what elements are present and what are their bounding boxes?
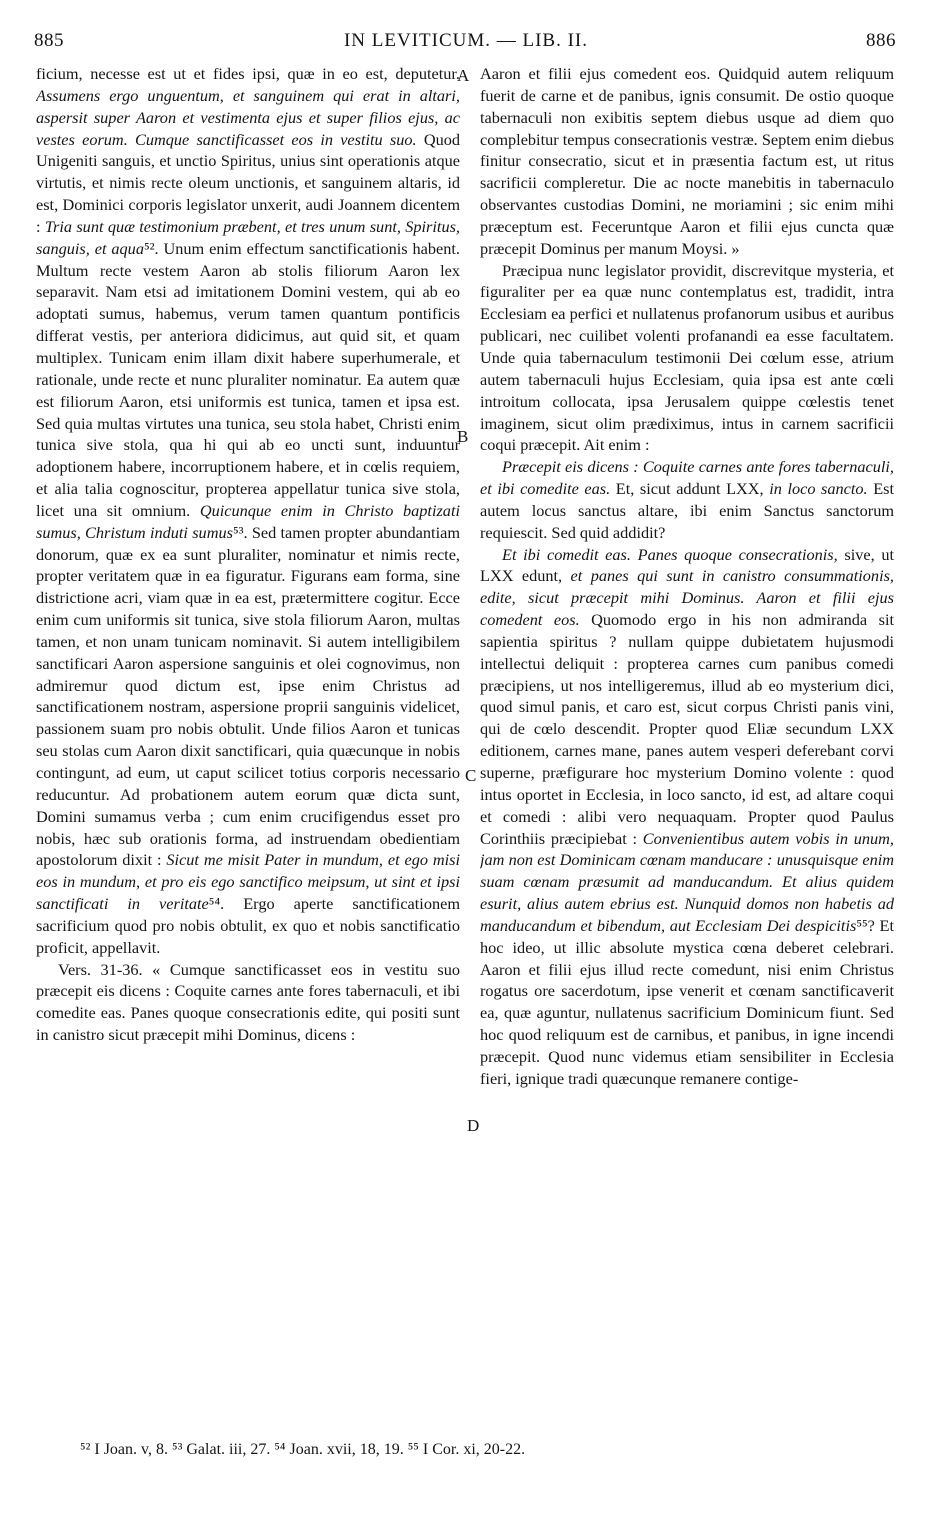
text-run: Et, sicut addunt LXX, xyxy=(610,479,770,499)
paragraph xyxy=(480,63,894,260)
left-text-column xyxy=(36,63,460,1435)
text-run: Vers. 31-36. « Cumque sanctificasset eos in vestitu suo præcepit eis dicens : Coquite carnes ante fores tabernaculi, et ibi comedite eas. Panes quoque consecrationis edite, qui positi sunt in canistro sicut præcepit mihi Dominus, dicens : xyxy=(36,959,460,1045)
italic-quotation: Convenientibus autem vobis in unum, jam non est Dominicam cœnam manducare : unusquisque enim suam cœnam præsumit ad manducandum. Et alius quidem esurit, alius autem ebrius est. Nunquid domos non habetis ad manducandum et bibendum, aut Ecclesiam Dei despicitis xyxy=(480,828,894,935)
text-run: ⁵⁴. Ergo aperte sanctificationem sacrificium quod pro nobis obtulit, ex quo et nobis sanctificatio proficit, appellavit. xyxy=(36,894,460,957)
italic-quotation: et panes qui sunt in canistro consummationis, edite, sicut præcepit mihi Dominus. Aaron et filii ejus comedent eos. xyxy=(480,566,894,630)
text-run: sive, ut LXX edunt, xyxy=(480,544,894,586)
paragraph xyxy=(36,63,460,959)
page-number-right: 886 xyxy=(866,30,896,51)
paragraph xyxy=(480,544,894,1090)
italic-quotation: Tria sunt quæ testimonium præbent, et tres unum sunt, Spiritus, sanguis, et aqua xyxy=(36,216,460,258)
margin-marker-c: C xyxy=(465,766,477,785)
right-text-column xyxy=(480,63,894,1435)
italic-quotation: Quicunque enim in Christo baptizati sumus, Christum induti sumus xyxy=(36,500,460,542)
italic-quotation: Præcepit eis dicens : Coquite carnes ante fores tabernaculi, et ibi comedite eas. xyxy=(480,457,894,499)
paragraph xyxy=(36,959,460,1046)
italic-quotation: Et ibi comedit eas. Panes quoque consecrationis, xyxy=(502,544,838,564)
text-run: ficium, necesse est ut et fides ipsi, quæ in eo est, deputetur. xyxy=(36,64,460,83)
paragraph xyxy=(480,260,894,457)
text-run: Est autem locus sanctus altare, ibi enim Sanctus sanctorum requiescit. Sed quid addidit? xyxy=(480,479,894,542)
text-run: Aaron et filii ejus comedent eos. Quidquid autem reliquum fuerit de carne et de panibus, ignis consumit. De ostio quoque tabernaculi non exibitis septem diebus usque ad diem quo complebitur tempus consecrationis vestræ. Septem enim diebus finitur consecratio, sicut et in præsentia factum est, ut ritus sacrificii compleretur. Die ac nocte manebitis in tabernaculo observantes custodias Domini, ne moriamini ; sic enim mihi præceptum est. Feceruntque Aaron et filii ejus cuncta quæ præcepit Dominus per manum Moysi. » xyxy=(480,64,894,258)
margin-marker-a: A xyxy=(457,66,470,85)
italic-quotation: Sicut me misit Pater in mundum, et ego misi eos in mundum, et pro eis ego sanctifico meipsum, ut sint et ipsi sanctificati in veritate xyxy=(36,850,460,914)
paragraph xyxy=(480,456,894,543)
text-run: ⁵³. Sed tamen propter abundantiam donorum, quæ ex ea sunt pluraliter, nominatur et nimis recte, propter veritatem quæ in ea figuratur. Figurans eam forma, sine districtione acri, viam quæ in ea est, prætermittere cogitur. Ecce enim cum uniformis sit tunica, sive stola filiorum Aaron, multas tamen, et non unam tunicam nominavit. Si autem intelligibilem sanctificari Aaron aspersione sanguinis et olei cognovimus, non admiremur quod dictum est, ipse enim Christus ad sanctificationem nostram, aspersione proprii sanguinis videlicet, passionem suam pro nobis obtulit. Unde filios Aaron et tunicas seu stolas cum Aaron dixit sanctificari, quia quæcunque in nobis contingunt, ad eum, ut caput scilicet totius corporis necessario reducuntur. Ad probationem autem eorum quæ dicta sunt, Domini sumamus verba ; cum enim crucifigendus esset pro nobis, hæc sub orationis forma, ad instruendam obedientiam apostolorum dixit : xyxy=(36,522,460,870)
running-title: IN LEVITICUM. — LIB. II. xyxy=(343,30,589,51)
margin-marker-d: D xyxy=(467,1116,480,1135)
text-run: Quomodo ergo in his non admiranda sit sapientia spiritus ? nullam quippe dubietatem hujusmodi intellectui deliquit : propterea carnes cum panibus comedi præcipiens, ut nos intelligeremus, illud ab eo mysterium dici, quod simul panis, et caro est, sicut corpus Christi panis vini, qui de cœlo descendit. Propter quod Eliæ secundum LXX editionem, carnes mane, panes autem vesperi deferebant corvi superne, præfigurare hoc mysterium Domino volente : quod intus oportet in Ecclesia, in loco sancto, id est, ad altare coqui et comedi : alibi vero nequaquam. Propter quod Paulus Corinthiis præcipiebat : xyxy=(480,610,894,848)
text-run: Præcipua nunc legislator providit, discrevitque mysteria, et figuraliter per ea quæ nunc contemplatus est, tradidit, intra Ecclesiam ea perfici et nullatenus profanorum usibus et auribus publicari, nec cuilibet volenti profanandi ea esse facultatem. Unde quia tabernaculum testimonii Dei cœlum esse, atrium autem tabernaculi hujus Ecclesiam, quia ipsa est ante cœli introitum collocata, ipsa Jerusalem quippe cœlestis tenet imaginem, sicut olim prædiximus, intus in carnem sacrificii coqui præcepit. Ait enim : xyxy=(480,260,894,455)
italic-quotation: Assumens ergo unguentum, et sanguinem qui erat in altari, aspersit super Aaron et vestimenta ejus et super filios ejus, ac vestes eorum. Cumque sanctificasset eos in vestitu suo. xyxy=(36,85,460,149)
italic-quotation: in loco sancto. xyxy=(769,479,868,499)
page-number-left: 885 xyxy=(34,30,64,51)
footnotes: ⁵² I Joan. v, 8. ⁵³ Galat. iii, 27. ⁵⁴ Joan. xvii, 18, 19. ⁵⁵ I Cor. xi, 20-22. xyxy=(80,1441,526,1458)
margin-marker-b: B xyxy=(457,427,469,446)
text-run: Quod Unigeniti sanguis, et unctio Spiritus, unius sint operationis atque virtutis, et nimis recte oleum unctionis, et sanguinem altaris, id est, Dominici corporis legislator unxerit, audi Joannem dicentem : xyxy=(36,129,460,236)
text-run: ⁵². Unum enim effectum sanctificationis habent. Multum recte vestem Aaron ab stolis filiorum Aaron lex separavit. Nam etsi ad imitationem Domini vestem, qui ab eo adoptati sumus, habemus, verum tamen quantum pontificis differat vestis, per anteriora didicimus, aut quid sit, et quam multiplex. Tunicam enim illam dixit habere superhumerale, et rationale, unde recte et nunc pluraliter nominatur. Ea autem quæ est filiorum Aaron, etsi uniformis est tunica, tamen et ipsa est. Sed quia multas virtutes una tunica, seu stola habet, Christi enim tunica sive stola, qua hi qui ab eo uncti sunt, induuntur adoptionem habere, incorruptionem habere, et in cœlis requiem, et alia talia cognoscitur, propterea appellatur tunica sive stola, licet una sit omnium. xyxy=(36,238,460,520)
text-run: ⁵⁵? Et hoc ideo, ut illic absolute mystica cœna deberet celebrari. Aaron et filii ejus illud recte comedunt, nisi enim Christus rogatus ore sacerdotum, ipse venerit et cœnam sanctificaverit ea, quæ aguntur, nullatenus sacrificium Dominicum fiunt. Sed hoc quod reliquum est de carnibus, et panibus, in igne incendi præcepit. Quod nunc videmus etiam sensibiliter in Ecclesia fieri, ignique tradi quæcunque remanere contige- xyxy=(480,915,894,1088)
